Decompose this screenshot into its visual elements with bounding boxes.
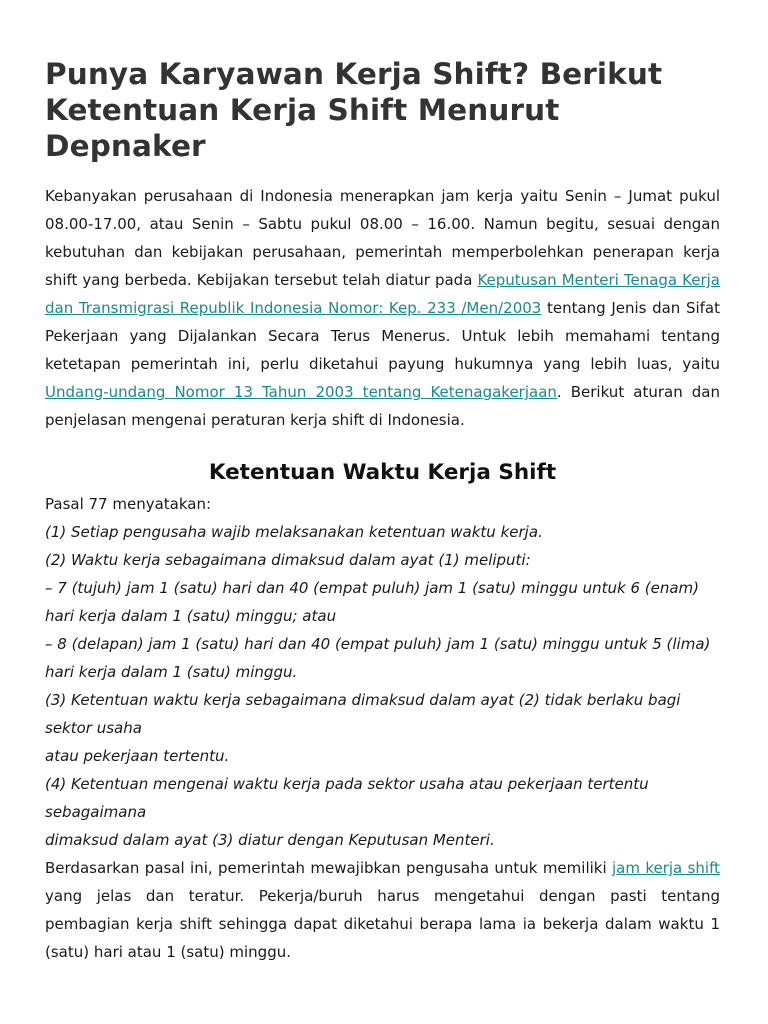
- pasal-line-3: – 7 (tujuh) jam 1 (satu) hari dan 40 (empat puluh) jam 1 (satu) minggu untuk 6 (enam) hari kerja dalam 1 (satu) minggu; atau: [45, 579, 700, 625]
- pasal-line-6: atau pekerjaan tertentu.: [45, 747, 230, 765]
- kepmen-233-link[interactable]: Keputusan Menteri Tenaga Kerja dan Transmigrasi Republik Indonesia Nomor: Kep. 233 /Men/2003: [45, 271, 720, 317]
- pasal-line-7: (4) Ketentuan mengenai waktu kerja pada sektor usaha atau pekerjaan tertentu sebagaimana: [45, 775, 649, 821]
- pasal-line-8: dimaksud dalam ayat (3) diatur dengan Keputusan Menteri.: [45, 831, 495, 849]
- pasal-intro: Pasal 77 menyatakan:: [45, 495, 212, 513]
- pasal-line-1: (1) Setiap pengusaha wajib melaksanakan ketentuan waktu kerja.: [45, 523, 543, 541]
- intro-text-2: tentang Jenis dan Sifat Pekerjaan yang Dijalankan Secara Terus Menerus. Untuk lebih memahami tentang ketetapan pemerintah ini, perlu diketahui payung hukumnya yang lebih luas, yaitu: [45, 299, 720, 373]
- intro-paragraph: [45, 182, 720, 434]
- article: [45, 56, 720, 966]
- closing-paragraph: [45, 854, 720, 966]
- closing-text-2: yang jelas dan teratur. Pekerja/buruh harus mengetahui dengan pasti tentang pembagian kerja shift sehingga dapat diketahui berapa lama ia bekerja dalam waktu 1 (satu) hari atau 1 (satu) minggu.: [45, 887, 720, 961]
- closing-text-1: Berdasarkan pasal ini, pemerintah mewajibkan pengusaha untuk memiliki: [45, 859, 612, 877]
- pasal-line-5: (3) Ketentuan waktu kerja sebagaimana dimaksud dalam ayat (2) tidak berlaku bagi sektor usaha: [45, 691, 681, 737]
- pasal-line-2: (2) Waktu kerja sebagaimana dimaksud dalam ayat (1) meliputi:: [45, 551, 531, 569]
- article-title: Punya Karyawan Kerja Shift? Berikut Ketentuan Kerja Shift Menurut Depnaker: [45, 57, 663, 163]
- uu-13-2003-link[interactable]: Undang-undang Nomor 13 Tahun 2003 tentang Ketenagakerjaan: [45, 383, 557, 401]
- pasal-line-4: – 8 (delapan) jam 1 (satu) hari dan 40 (empat puluh) jam 1 (satu) minggu untuk 5 (lima) hari kerja dalam 1 (satu) minggu.: [45, 635, 711, 681]
- intro-text-3: . Berikut aturan dan penjelasan mengenai peraturan kerja shift di Indonesia.: [45, 383, 720, 429]
- intro-text-1: Kebanyakan perusahaan di Indonesia menerapkan jam kerja yaitu Senin – Jumat pukul 08.00-17.00, atau Senin – Sabtu pukul 08.00 – 16.00. Namun begitu, sesuai dengan kebutuhan dan kebijakan perusahaan, pemerintah memperbolehkan penerapan kerja shift yang berbeda. Kebijakan tersebut telah diatur pada: [45, 187, 720, 289]
- section-heading: Ketentuan Waktu Kerja Shift: [208, 460, 557, 485]
- jam-kerja-shift-link[interactable]: jam kerja shift: [612, 859, 720, 877]
